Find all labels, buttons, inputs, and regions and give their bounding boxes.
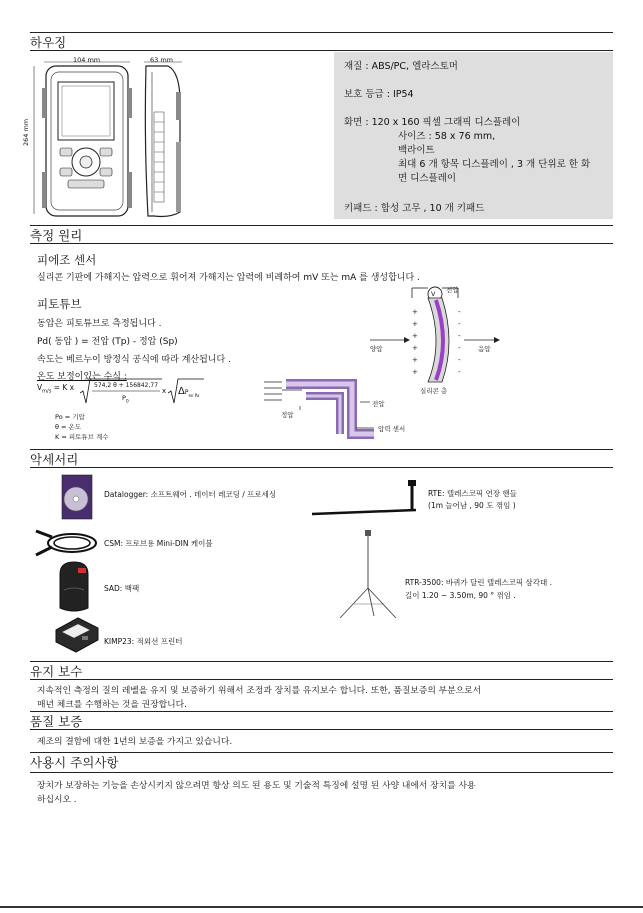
accessory-sad: SAD: 백팩 <box>104 584 140 593</box>
v-symbol: V <box>431 290 436 298</box>
usage-rule <box>30 772 613 773</box>
cable-icon <box>32 525 102 561</box>
usage-line-2: 하십시오 . <box>37 795 77 805</box>
formula-delta: $\Delta P_{en Pa}$ <box>178 386 200 398</box>
spec-backlight: 백라이트 <box>398 145 435 156</box>
piezo-text: 실리콘 기판에 가해지는 압력으로 휘어져 가해지는 압력에 비례하여 mV 또는 mA 를 생성합니다 . <box>37 273 420 283</box>
svg-text:-: - <box>458 356 461 364</box>
dim-depth-label: 63 mm <box>150 56 174 64</box>
pitot-line-4: 온도 보정이있는 수식 : <box>37 372 127 382</box>
accessory-rte-detail: (1m 늘어남 , 90 도 꺾임 ) <box>428 501 516 510</box>
cd-icon <box>56 473 96 523</box>
accessory-rte: RTE: 텔레스코픽 연장 핸들 <box>428 489 517 498</box>
legend-theta: θ = 온도 <box>55 423 82 431</box>
spec-protection: 보호 등급 : IP54 <box>344 89 414 100</box>
principle-rule <box>30 243 613 244</box>
label-static-pressure: 정압 <box>281 411 294 419</box>
spec-keypad: 키패드 : 합성 고무 , 10 개 키패드 <box>344 203 485 214</box>
formula-times: x <box>162 387 167 395</box>
pitot-line-2: Pd( 동압 ) = 전압 (Tp) - 정압 (Sp) <box>37 337 178 347</box>
formula-denominator: $P_0$ <box>122 394 129 405</box>
telescopic-handle-icon <box>308 478 424 522</box>
formula-lhs: $V_{m/s} = K$ x <box>37 383 75 395</box>
svg-text:-: - <box>458 308 461 316</box>
spec-display-max: 최대 6 개 항목 디스플레이 , 3 개 단위로 한 화 <box>398 159 591 170</box>
maintenance-line-2: 매년 체크를 수행하는 것을 권장합니다. <box>37 700 187 710</box>
label-silicon: 실리콘 층 <box>420 387 448 395</box>
svg-text:-: - <box>458 320 461 328</box>
maintenance-rule <box>30 679 613 680</box>
svg-text:+: + <box>412 320 418 328</box>
svg-text:-: - <box>458 368 461 376</box>
spec-size: 사이즈 : 58 x 76 mm, <box>398 131 496 142</box>
piezo-title: 피에조 센서 <box>37 253 97 267</box>
section-maintenance-title: 유지 보수 <box>30 664 83 679</box>
accessory-datalogger: Datalogger: 소프트웨어 . 데이터 레코딩 / 프로세싱 <box>104 490 277 499</box>
svg-text:+: + <box>412 344 418 352</box>
dim-width-label: 104 mm <box>73 56 101 64</box>
legend-k: K = 피토튜브 계수 <box>55 433 109 441</box>
section-usage-title: 사용시 주의사항 <box>30 755 119 770</box>
pitot-line-1: 동압은 피토튜브로 측정됩니다 . <box>37 319 162 329</box>
housing-rule <box>30 50 613 51</box>
tripod-icon <box>336 528 402 620</box>
spec-display-cont: 면 디스플레이 <box>398 173 457 184</box>
label-positive: 양압 <box>370 345 383 353</box>
dim-height-label: 264 mm <box>22 118 30 146</box>
svg-text:+: + <box>412 368 418 376</box>
maintenance-line-1: 지속적인 측정의 질의 레벨을 유지 및 보증하기 위해서 조정과 장치를 유지보수 합니다. 또한, 품질보증의 부분으로서 <box>37 686 482 696</box>
legend-po: Po = 기압 <box>55 413 85 421</box>
section-principle-title: 측정 원리 <box>30 228 83 243</box>
spec-material: 재질 : ABS/PC, 엘라스토머 <box>344 61 458 72</box>
page-bottom-rule <box>0 906 643 908</box>
section-housing-title: 하우징 <box>30 35 67 50</box>
accessory-rtr-detail: 길이 1.20 ~ 3.50m, 90 ° 꺾임 . <box>405 591 516 600</box>
section-accessories-title: 악세서리 <box>30 452 79 467</box>
backpack-icon <box>54 560 94 614</box>
warranty-rule <box>30 729 613 730</box>
formula-numerator: 574,2 θ + 156842,77 <box>94 382 159 389</box>
usage-line-1: 장치가 보장하는 기능을 손상시키지 않으려면 항상 의도 된 용도 및 기술적 특징에 설명 된 사양 내에서 장치를 사용 <box>37 781 476 791</box>
spec-screen: 화면 : 120 x 160 픽셀 그래픽 디스플레이 <box>344 117 521 128</box>
printer-icon <box>52 614 100 654</box>
label-total-pressure-2: 전압 <box>372 400 385 408</box>
pitot-title: 피토튜브 <box>37 297 82 311</box>
svg-text:+: + <box>412 356 418 364</box>
spec-box <box>334 52 613 219</box>
label-negative: 음압 <box>478 345 491 353</box>
svg-text:-: - <box>458 332 461 340</box>
label-pressure-sensor: 압력 센서 <box>378 425 406 433</box>
warranty-text: 제조의 결함에 대한 1년의 보증을 가지고 있습니다. <box>37 737 233 747</box>
device-drawing <box>30 52 190 224</box>
pitot-line-3: 속도는 베르누이 방정식 공식에 따라 계산됩니다 . <box>37 355 231 365</box>
accessory-rtr: RTR-3500: 바퀴가 달린 텔레스코픽 삼각대 . <box>405 578 552 587</box>
svg-text:+: + <box>412 332 418 340</box>
accessory-kimp23: KIMP23: 적외선 프린터 <box>104 637 183 646</box>
svg-text:-: - <box>458 344 461 352</box>
accessory-csm: CSM: 프로브용 Mini-DIN 케이블 <box>104 539 213 548</box>
svg-text:+: + <box>412 308 418 316</box>
label-total-pressure: 전압 <box>446 286 459 294</box>
accessories-rule <box>30 467 613 468</box>
section-warranty-title: 품질 보증 <box>30 714 83 729</box>
